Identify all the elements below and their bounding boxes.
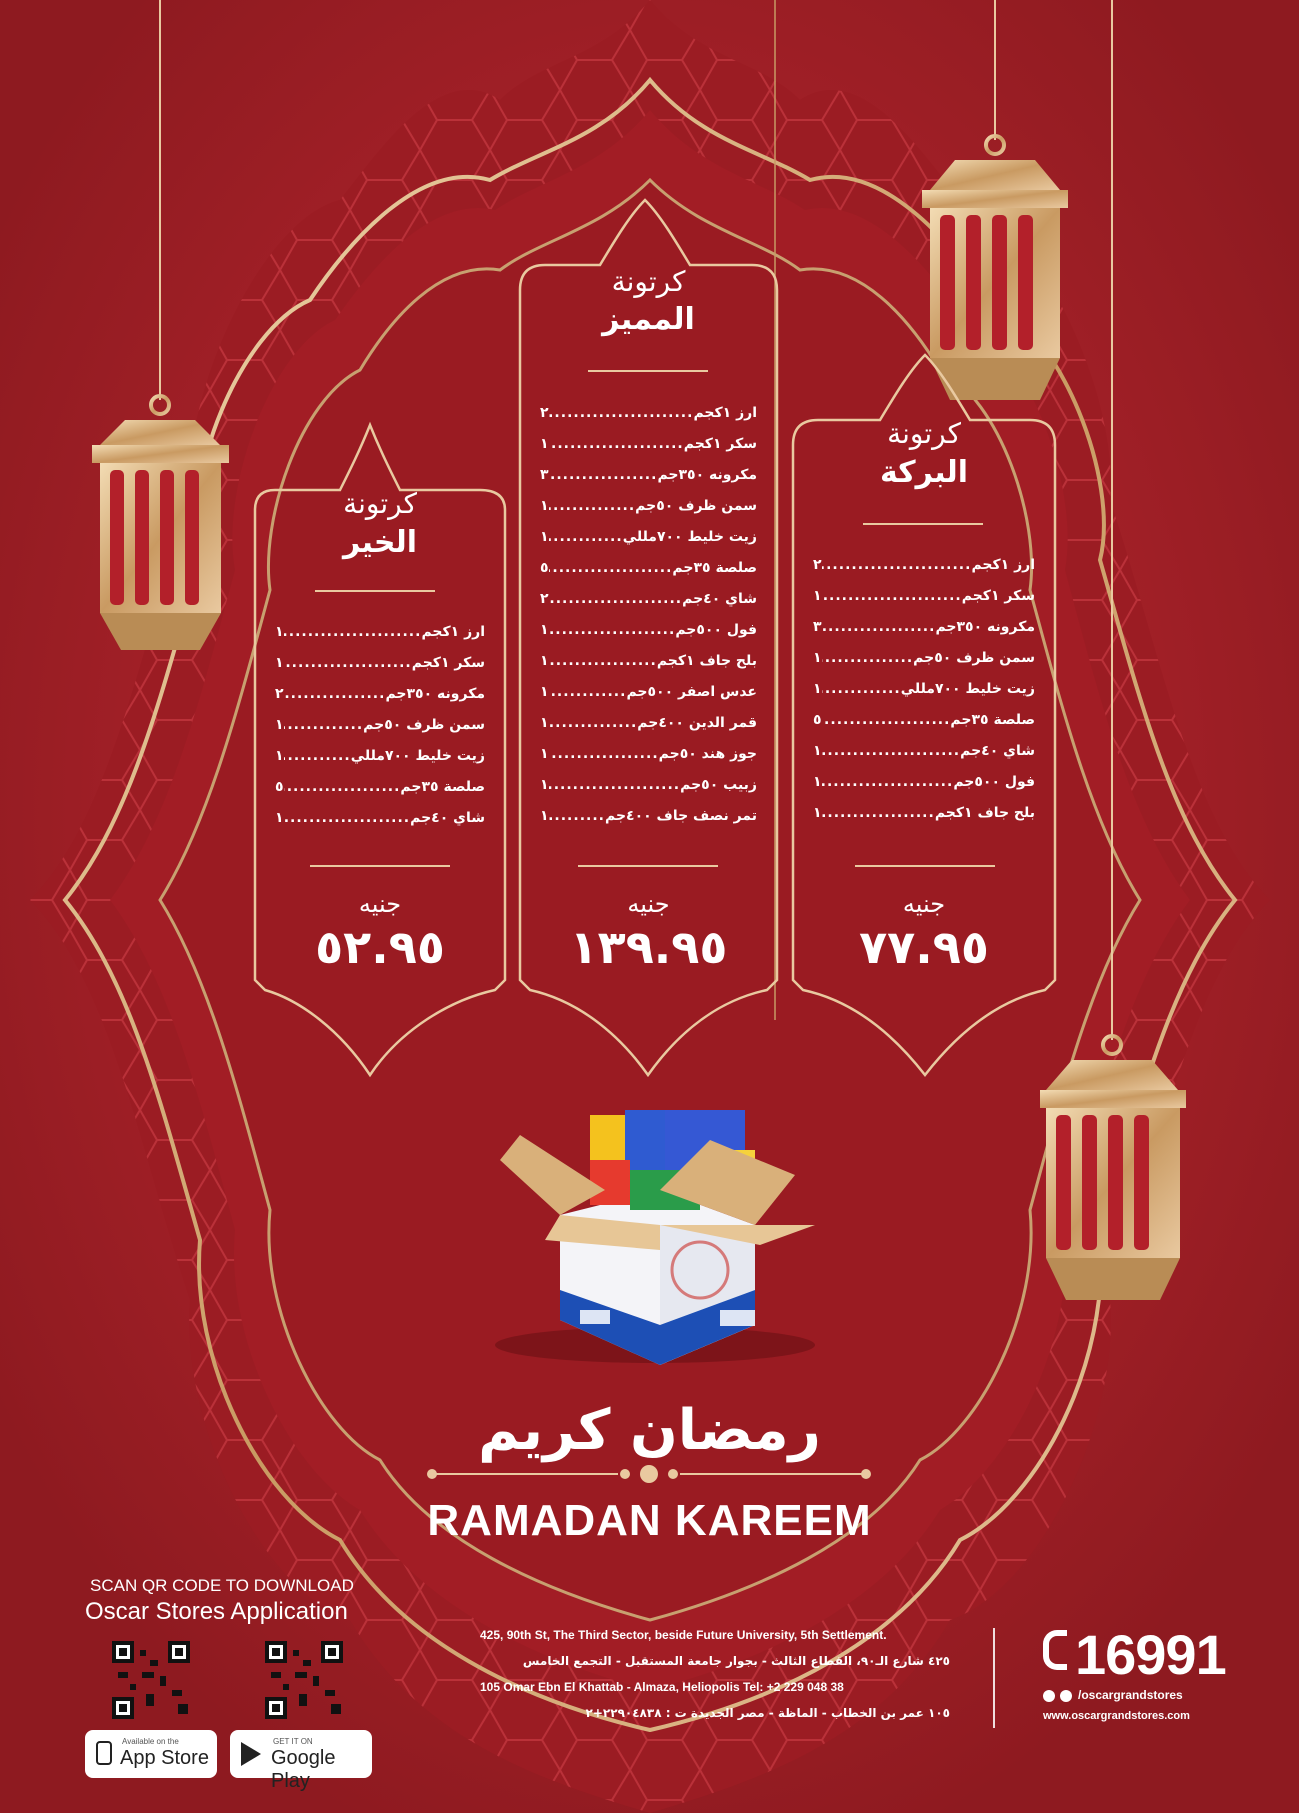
app-store-button[interactable] <box>85 1730 217 1778</box>
list-item: تمر نصف جاف ٤٠٠جم ..... ١ <box>540 801 757 832</box>
play-icon <box>241 1742 261 1766</box>
phone-icon <box>1043 1630 1067 1670</box>
greeting-arabic: رمضان كريم <box>478 1398 821 1463</box>
appstore-label: App Store <box>120 1747 209 1769</box>
list-item: فول ٥٠٠جم ..... ١ <box>540 615 757 646</box>
list-item: بلح جاف ١كجم ..... ١ <box>540 646 757 677</box>
googleplay-small-text: GET IT ON <box>273 1737 313 1746</box>
address-line1-en: 425, 90th St, The Third Sector, beside Future University, 5th Settlement. <box>480 1628 887 1642</box>
address-line2-ar: ١٠٥ عمر بن الخطاب - الماظة - مصر الجديدة ت : ٢٢٩٠٤٨٣٨+٢ <box>585 1706 950 1720</box>
carton-title-label: كرتونة <box>611 265 686 298</box>
address-line1-ar: ٤٢٥ شارع الـ٩٠، القطاع الثالث - بجوار جامعة المستقبل - التجمع الخامس <box>522 1654 950 1668</box>
divider <box>578 865 718 867</box>
instagram-icon <box>1060 1690 1072 1702</box>
list-item: ارز ١كجم ..... ٢ <box>813 550 1035 581</box>
carton-price: ٥٢.٩٥ <box>315 920 445 974</box>
list-item: عدس اصفر ٥٠٠جم ..... ١ <box>540 677 757 708</box>
currency-label: جنيه <box>627 890 670 918</box>
list-item: قمر الدين ٤٠٠جم ..... ١ <box>540 708 757 739</box>
list-item: صلصة ٣٥جم ..... ٥ <box>275 772 485 803</box>
carton-card-albaraka <box>793 355 1055 1075</box>
list-item: مكرونه ٣٥٠جم ..... ٣ <box>540 460 757 491</box>
list-item: بلح جاف ١كجم ..... ١ <box>813 798 1035 829</box>
divider <box>855 865 995 867</box>
list-item: زيت خليط ٧٠٠مللي ..... ١ <box>813 674 1035 705</box>
carton-name: المميز <box>602 302 695 337</box>
lantern-left <box>92 396 229 650</box>
list-item: زبيب ٥٠جم ..... ١ <box>540 770 757 801</box>
list-item: سكر ١كجم ..... ١ <box>813 581 1035 612</box>
carton-items-list <box>275 617 485 834</box>
facebook-icon <box>1043 1690 1055 1702</box>
carton-name: البركة <box>879 455 969 490</box>
appstore-small-text: Available on the <box>122 1737 179 1746</box>
carton-price: ٧٧.٩٥ <box>859 920 989 974</box>
currency-label: جنيه <box>902 890 946 918</box>
social-handle[interactable]: /oscargrandstores <box>1078 1688 1183 1702</box>
divider <box>315 590 435 592</box>
googleplay-label: Google Play <box>271 1747 336 1792</box>
list-item: ارز ١كجم ..... ١ <box>275 617 485 648</box>
list-item: مكرونه ٣٥٠جم ..... ٣ <box>813 612 1035 643</box>
carton-items-list <box>540 398 757 832</box>
list-item: فول ٥٠٠جم ..... ١ <box>813 767 1035 798</box>
list-item: ارز ١كجم ..... ٢ <box>540 398 757 429</box>
divider <box>310 865 450 867</box>
divider <box>863 523 983 525</box>
list-item: زيت خليط ٧٠٠مللي ..... ١ <box>540 522 757 553</box>
address-line2-en: 105 Omar Ebn El Khattab - Almaza, Heliopolis Tel: +2 229 048 38 <box>480 1680 844 1694</box>
list-item: سكر ١كجم ..... ١ <box>275 648 485 679</box>
apple-icon <box>96 1741 112 1765</box>
divider <box>993 1628 995 1728</box>
carton-name: الخير <box>342 525 418 560</box>
list-item: سكر ١كجم ..... ١ <box>540 429 757 460</box>
list-item: صلصة ٣٥جم ..... ٥ <box>813 705 1035 736</box>
list-item: شاي ٤٠جم ..... ١ <box>813 736 1035 767</box>
list-item: زيت خليط ٧٠٠مللي ..... ١ <box>275 741 485 772</box>
list-item: سمن ظرف ٥٠جم ..... ١ <box>275 710 485 741</box>
lantern-bottom-right <box>1040 1036 1186 1300</box>
list-item: جوز هند ٥٠جم ..... ١ <box>540 739 757 770</box>
currency-label: جنيه <box>358 890 402 918</box>
list-item: سمن ظرف ٥٠جم ..... ١ <box>813 643 1035 674</box>
list-item: مكرونه ٣٥٠جم ..... ٢ <box>275 679 485 710</box>
list-item: شاي ٤٠جم ..... ٢ <box>540 584 757 615</box>
list-item: صلصة ٣٥جم ..... ٥ <box>540 553 757 584</box>
carton-price: ١٣٩.٩٥ <box>569 920 728 974</box>
website-link[interactable]: www.oscargrandstores.com <box>1043 1710 1190 1722</box>
carton-items-list <box>813 550 1035 829</box>
greeting-english: RAMADAN KAREEM <box>427 1496 872 1545</box>
carton-title-label: كرتونة <box>887 417 961 450</box>
carton-card-almumayyaz <box>520 200 777 1075</box>
app-name: Oscar Stores Application <box>85 1598 348 1625</box>
hotline-number: 16991 <box>1075 1623 1226 1686</box>
scan-qr-text: SCAN QR CODE TO DOWNLOAD <box>90 1576 354 1595</box>
divider <box>588 370 708 372</box>
list-item: سمن ظرف ٥٠جم ..... ١ <box>540 491 757 522</box>
list-item: شاي ٤٠جم ..... ١ <box>275 803 485 834</box>
carton-card-alkhair <box>255 425 505 1075</box>
carton-title-label: كرتونة <box>343 487 417 520</box>
google-play-button[interactable] <box>230 1730 372 1792</box>
